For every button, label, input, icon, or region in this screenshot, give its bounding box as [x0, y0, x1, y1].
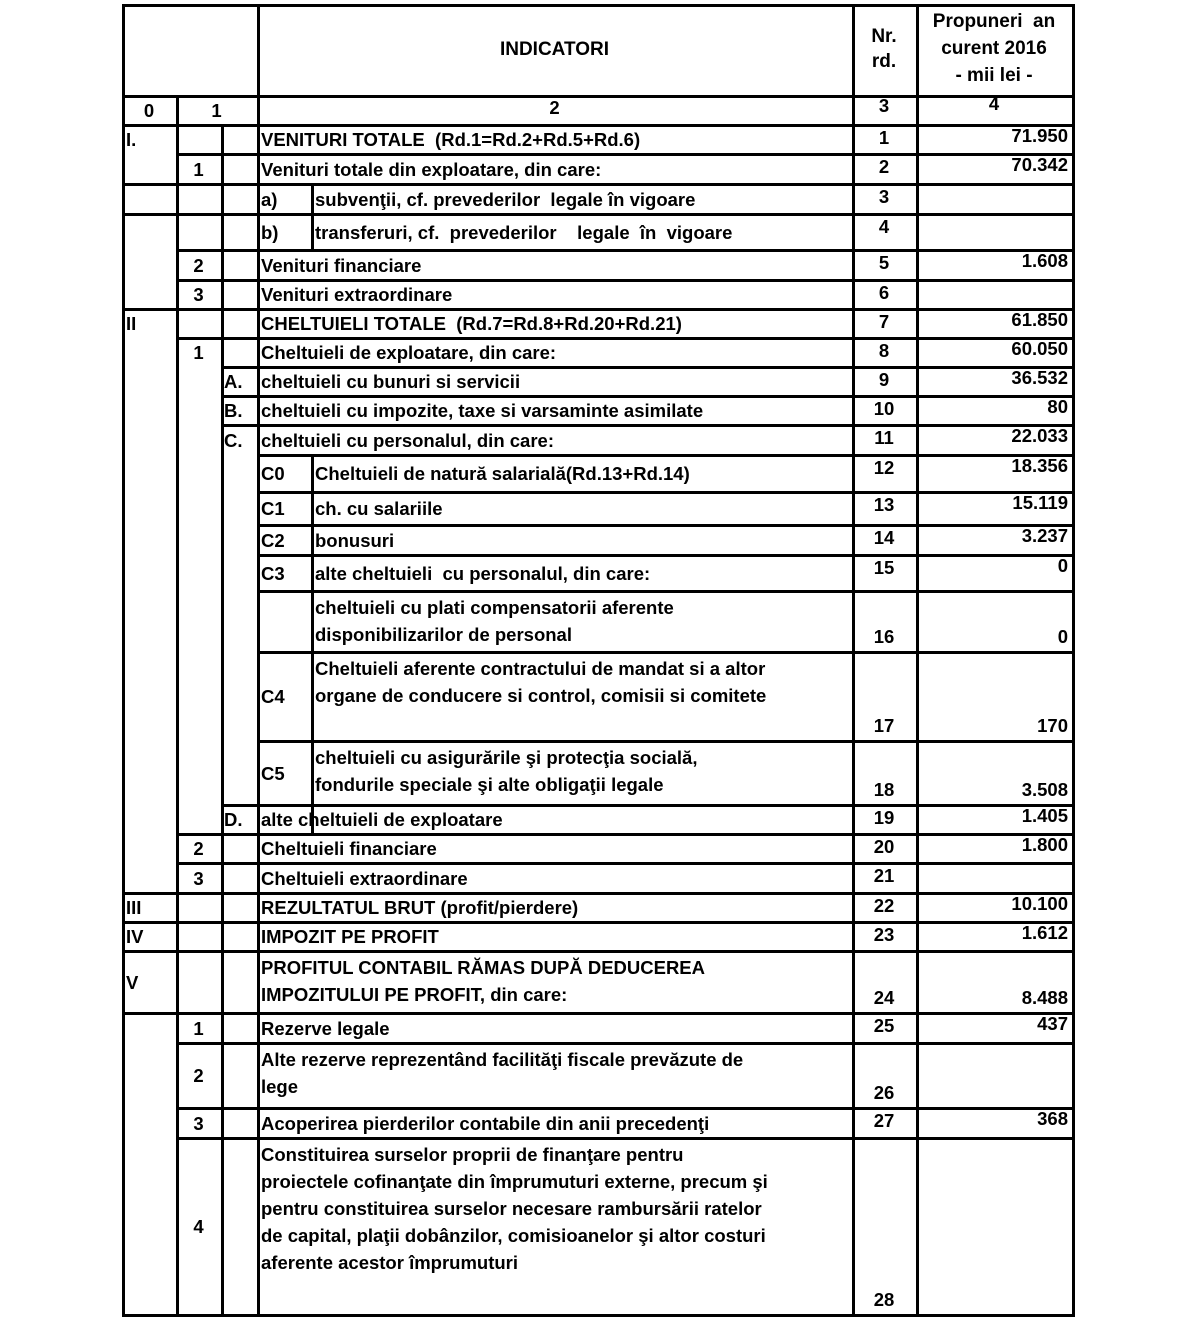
- row-border: [122, 213, 1075, 216]
- indicator-text: cheltuieli cu impozite, taxe si varsaminte asimilate: [261, 400, 704, 422]
- row-value: 368: [1037, 1107, 1068, 1129]
- indicator-text: pentru constituirea surselor necesare rambursării ratelor: [261, 1197, 762, 1219]
- row-code-number: 3: [193, 867, 204, 889]
- row-code-roman: III: [126, 897, 142, 919]
- indicator-text: proiectele cofinanţate din împrumuturi externe, precum şi: [261, 1170, 768, 1192]
- row-code-letter: B.: [224, 400, 243, 422]
- row-code-number: 4: [193, 1216, 204, 1238]
- indicator-text: alte cheltuieli cu personalul, din care:: [315, 562, 651, 584]
- indicator-text: fondurile speciale şi alte obligaţii legale: [315, 773, 664, 795]
- row-value: 61.850: [1011, 308, 1068, 330]
- row-number: 26: [873, 1082, 895, 1103]
- indicator-text: Cheltuieli extraordinare: [261, 867, 468, 889]
- row-code-sub: C5: [261, 762, 285, 784]
- row-number: 2: [878, 155, 890, 177]
- indicator-text: Alte rezerve reprezentând facilităţi fiscale prevăzute de: [261, 1048, 744, 1070]
- row-value: 8.488: [1021, 987, 1068, 1008]
- row-code-sub: C2: [261, 529, 285, 551]
- indicator-text: IMPOZIT PE PROFIT: [261, 926, 439, 948]
- header-indicatori: INDICATORI: [499, 39, 610, 60]
- row-number: 6: [878, 281, 890, 303]
- row-value: 22.033: [1011, 424, 1068, 446]
- header-nr: Nr.: [871, 26, 897, 47]
- indicator-text: alte cheltuieli de exploatare: [261, 809, 503, 831]
- row-border: [257, 590, 1075, 593]
- col-border-2: [257, 4, 260, 1314]
- indicator-text: Venituri totale din exploatare, din care:: [261, 158, 602, 180]
- indicator-text: Venituri financiare: [261, 254, 422, 276]
- row-code-number: 2: [193, 838, 204, 860]
- row-code-sub: C0: [261, 463, 285, 485]
- row-value: 18.356: [1011, 454, 1068, 476]
- header-propuneri: Propuneri an: [932, 11, 1056, 32]
- sub-col-border: [311, 454, 314, 833]
- row-value: 60.050: [1011, 337, 1068, 359]
- row-value: 1.612: [1021, 921, 1068, 943]
- row-number: 23: [873, 923, 895, 945]
- row-number: 16: [873, 626, 895, 647]
- row-code-roman: V: [126, 971, 139, 993]
- row-number: 10: [873, 397, 895, 419]
- row-code-number: 3: [193, 1112, 204, 1134]
- row-value: 15.119: [1012, 491, 1068, 513]
- row-number: 5: [878, 251, 890, 273]
- row-code-number: 1: [193, 1017, 204, 1039]
- row-value: 36.532: [1011, 366, 1068, 388]
- indicator-text: cheltuieli cu plati compensatorii aferente: [315, 596, 674, 618]
- row-code-number: 2: [193, 1065, 204, 1087]
- col-border-0: [122, 4, 125, 1314]
- row-code-number: 1: [193, 158, 204, 180]
- indicator-text: Rezerve legale: [261, 1017, 390, 1039]
- row-code-letter: D.: [224, 809, 243, 831]
- indicator-text: cheltuieli cu personalul, din care:: [261, 429, 554, 451]
- row-value: 3.508: [1021, 779, 1068, 800]
- row-border: [176, 1042, 1075, 1045]
- indicator-text: lege: [261, 1075, 299, 1097]
- row-value: 71.950: [1011, 124, 1068, 146]
- indicator-text: aferente acestor împrumuturi: [261, 1251, 519, 1273]
- row-number: 25: [873, 1014, 895, 1036]
- row-border: [176, 1137, 1075, 1140]
- row-code-sub: C3: [261, 562, 285, 584]
- sub-col-border: [311, 183, 314, 249]
- indicator-text: Venituri extraordinare: [261, 284, 453, 306]
- row-number: 12: [873, 456, 895, 478]
- row-value: 170: [1037, 715, 1068, 736]
- row-number: 11: [874, 426, 894, 448]
- header-mii-lei: - mii lei -: [955, 65, 1033, 86]
- col-number-3: 3: [878, 95, 890, 116]
- row-code-letter: C.: [224, 429, 243, 451]
- header-rd: rd.: [871, 51, 897, 72]
- row-value: 1.608: [1021, 249, 1068, 271]
- col-number-1: 1: [211, 100, 222, 121]
- row-value: 1.800: [1021, 833, 1068, 855]
- row-code-sub: b): [261, 221, 279, 243]
- row-number: 4: [878, 215, 890, 237]
- row-code-roman: I.: [126, 129, 137, 151]
- indicator-text: Constituirea surselor proprii de finanţare pentru: [261, 1143, 684, 1165]
- col-number-2: 2: [549, 97, 560, 118]
- row-code-number: 2: [193, 254, 204, 276]
- indicator-text: Acoperirea pierderilor contabile din anii precedenţi: [261, 1112, 710, 1134]
- row-code-number: 3: [193, 284, 204, 306]
- indicator-text: de capital, plaţii dobânzilor, comisioanelor şi altor costuri: [261, 1224, 766, 1246]
- row-border: [257, 651, 1075, 654]
- row-code-roman: II: [126, 313, 137, 335]
- indicator-text: disponibilizarilor de personal: [315, 623, 572, 645]
- row-number: 19: [873, 806, 895, 828]
- row-number: 17: [873, 715, 895, 736]
- indicator-text: ch. cu salariile: [315, 498, 443, 520]
- indicator-text: cheltuieli cu asigurările şi protecţia socială,: [315, 746, 698, 768]
- row-value: 1.405: [1021, 804, 1068, 826]
- row-value: 437: [1037, 1012, 1068, 1034]
- row-number: 14: [873, 526, 895, 548]
- row-number: 7: [878, 310, 890, 332]
- header-an-curent: curent 2016: [941, 38, 1047, 59]
- row-number: 1: [878, 126, 890, 148]
- col-border-1b: [221, 124, 224, 1314]
- row-code-letter: A.: [224, 371, 243, 393]
- row-code-sub: C1: [261, 498, 285, 520]
- row-number: 22: [873, 894, 895, 916]
- indicator-text: CHELTUIELI TOTALE (Rd.7=Rd.8+Rd.20+Rd.21): [261, 313, 682, 335]
- row-number: 15: [873, 556, 895, 578]
- indicator-text: PROFITUL CONTABIL RĂMAS DUPĂ DEDUCEREA: [261, 956, 706, 978]
- col-number-4: 4: [988, 93, 1000, 114]
- row-number: 13: [873, 493, 895, 515]
- row-number: 21: [873, 864, 895, 886]
- row-code-roman: IV: [126, 926, 144, 948]
- row-border: [122, 950, 1075, 953]
- row-value: 10.100: [1011, 892, 1068, 914]
- row-value: 80: [1047, 395, 1068, 417]
- row-value: 0: [1057, 554, 1068, 576]
- row-number: 9: [878, 368, 890, 390]
- row-number: 27: [873, 1109, 895, 1131]
- indicator-text: REZULTATUL BRUT (profit/pierdere): [261, 897, 579, 919]
- indicator-text: organe de conducere si control, comisii si comitete: [315, 684, 767, 706]
- row-number: 20: [873, 835, 895, 857]
- row-code-sub: a): [261, 188, 278, 210]
- indicator-text: Cheltuieli de natură salarială(Rd.13+Rd.14): [315, 463, 690, 485]
- row-border: [122, 1314, 1075, 1317]
- row-value: 70.342: [1011, 153, 1068, 175]
- col-border-right: [1072, 4, 1075, 1314]
- row-number: 28: [873, 1289, 895, 1310]
- indicator-text: IMPOZITULUI PE PROFIT, din care:: [261, 983, 568, 1005]
- row-number: 18: [873, 779, 895, 800]
- row-border: [257, 740, 1075, 743]
- col-number-0: 0: [143, 100, 155, 121]
- row-code-number: 1: [193, 342, 204, 364]
- row-code-sub: C4: [261, 686, 285, 708]
- row-number: 3: [878, 185, 890, 207]
- row-number: 8: [878, 339, 890, 361]
- indicator-text: Cheltuieli de exploatare, din care:: [261, 342, 557, 364]
- indicator-text: transferuri, cf. prevederilor legale în vigoare: [315, 221, 733, 243]
- indicator-text: Cheltuieli financiare: [261, 838, 437, 860]
- indicator-text: cheltuieli cu bunuri si servicii: [261, 371, 521, 393]
- indicator-text: bonusuri: [315, 529, 395, 551]
- indicator-text: VENITURI TOTALE (Rd.1=Rd.2+Rd.5+Rd.6): [261, 129, 641, 151]
- indicator-text: Cheltuieli aferente contractului de mandat si a altor: [315, 657, 766, 679]
- row-border-top: [122, 4, 1075, 7]
- row-value: 3.237: [1021, 524, 1068, 546]
- row-value: 0: [1057, 626, 1068, 647]
- row-number: 24: [873, 987, 895, 1008]
- indicator-text: subvenţii, cf. prevederilor legale în vigoare: [315, 188, 696, 210]
